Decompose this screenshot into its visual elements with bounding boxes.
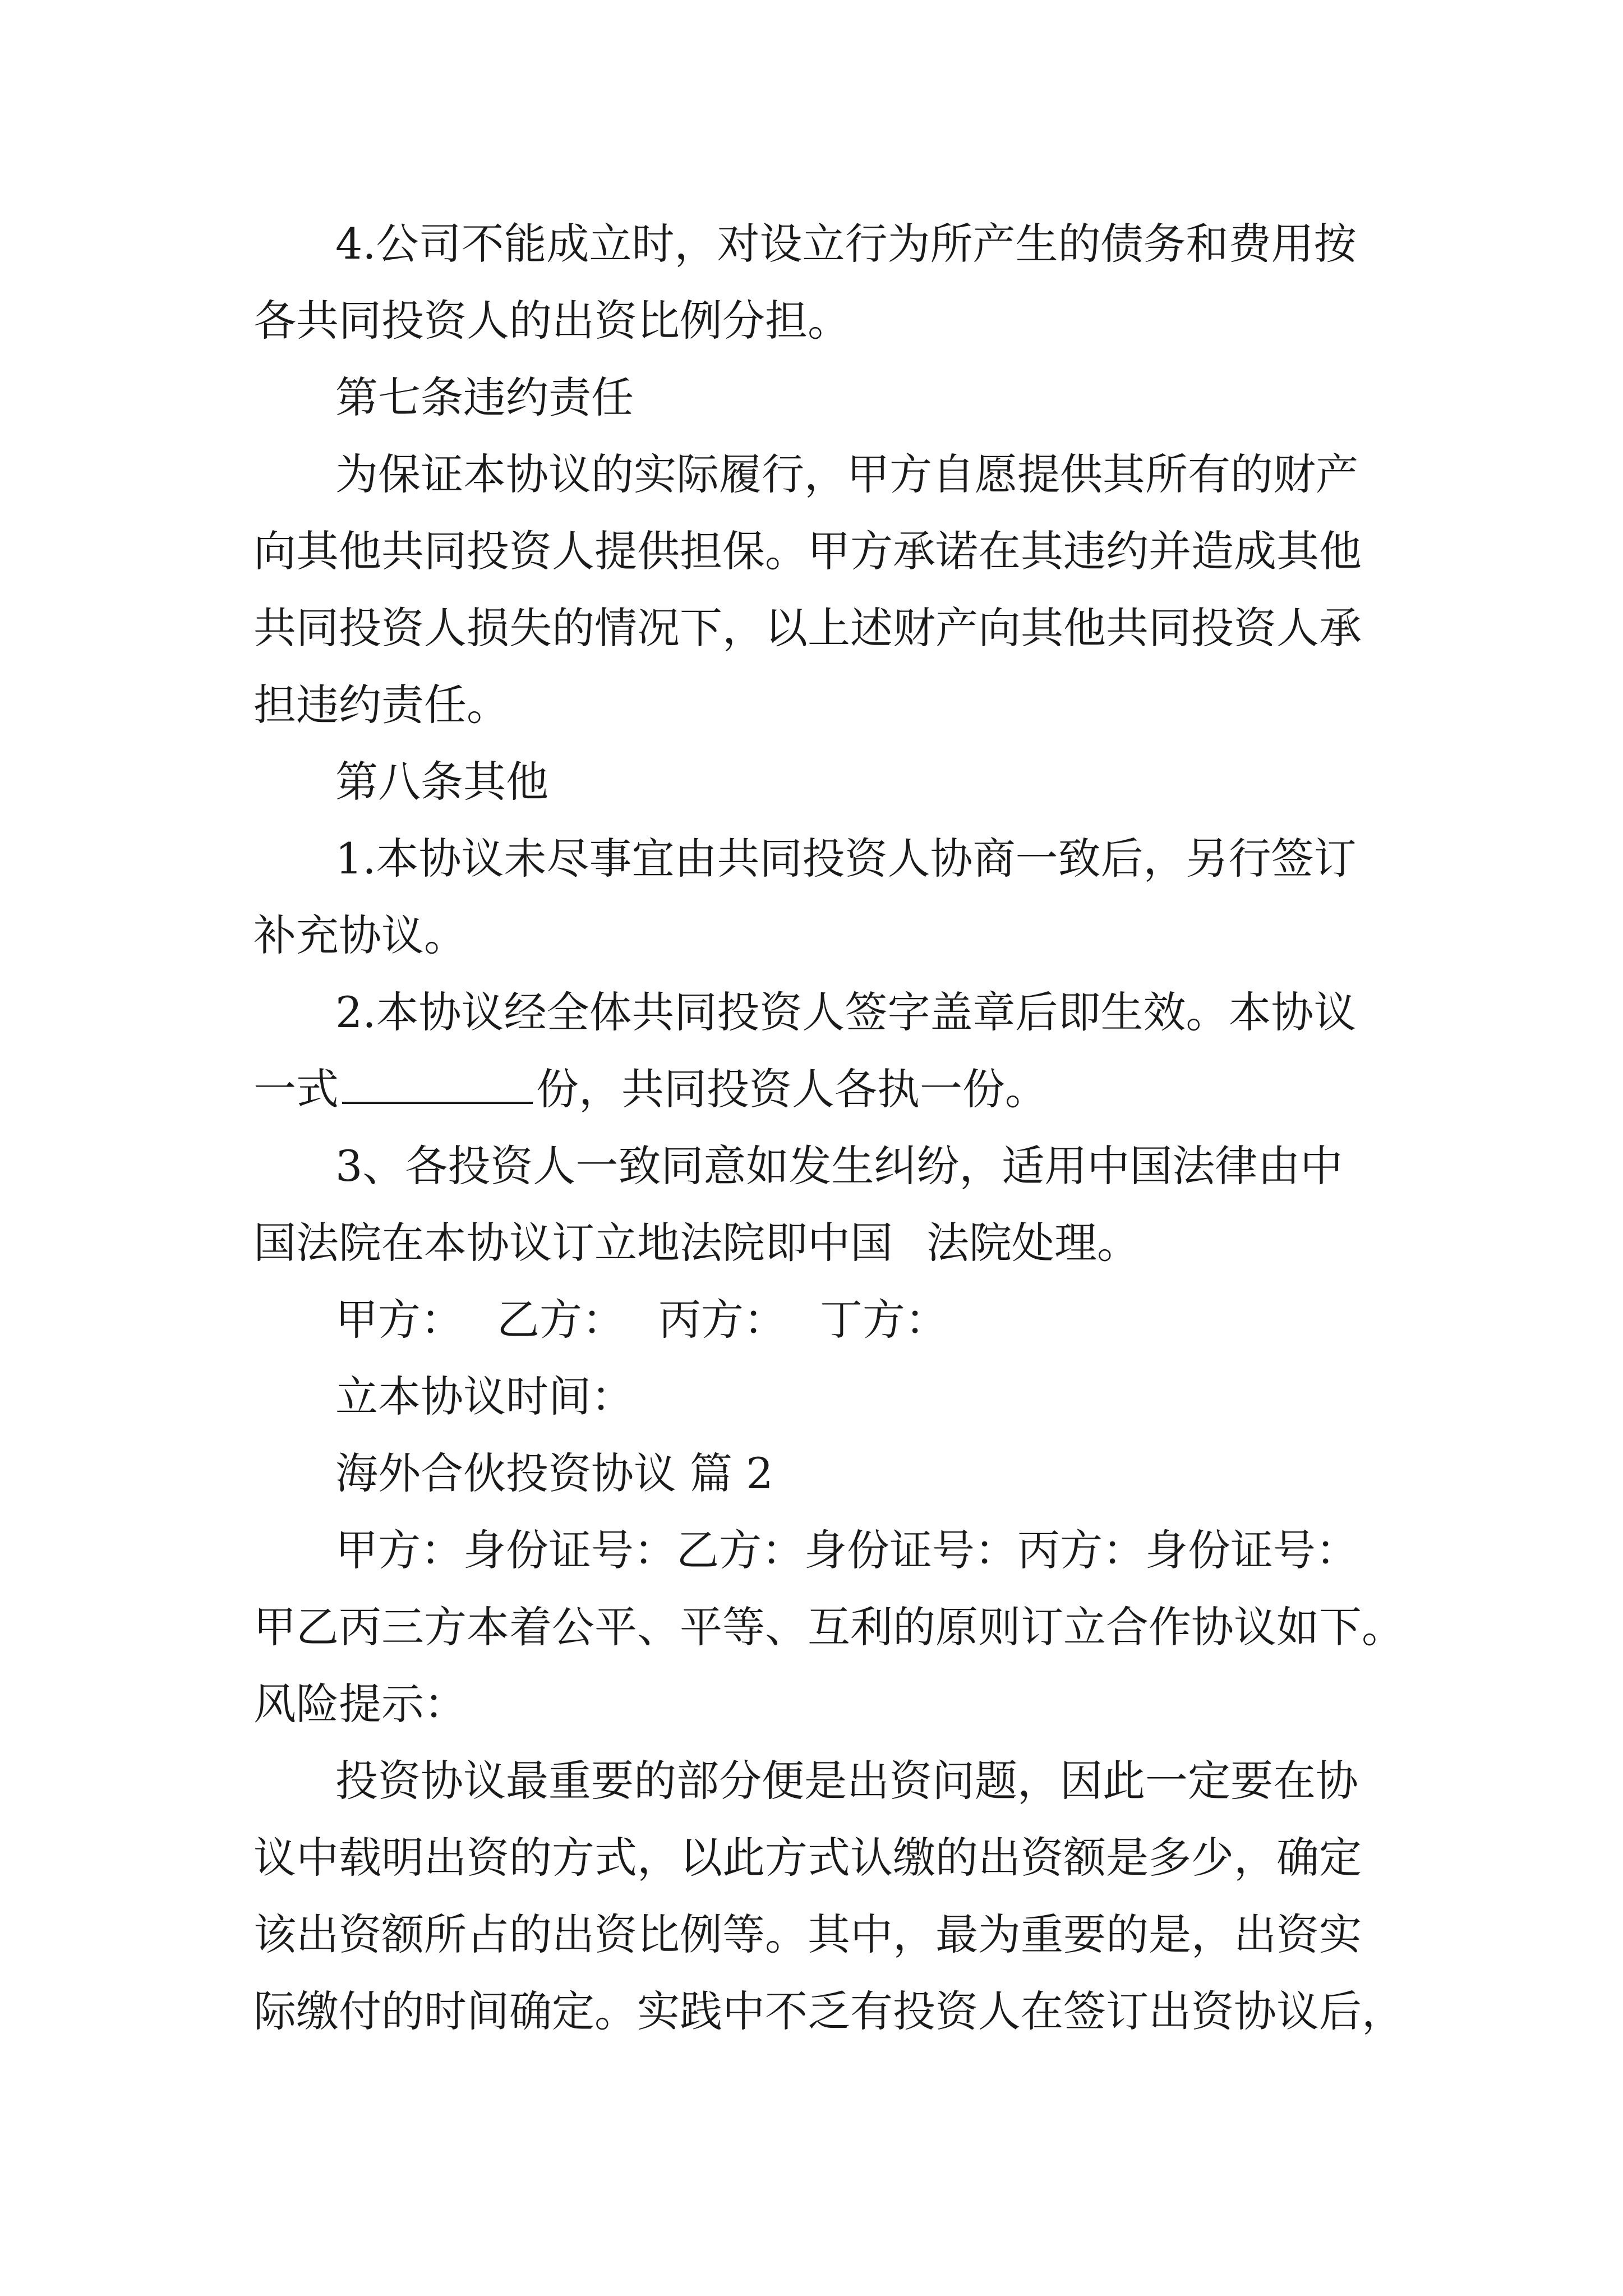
article-eight-heading: 第八条其他 [335, 757, 548, 807]
article-eight-item2-line-2 [253, 1059, 1375, 1120]
article-eight-item2-line-1: 2.本协议经全体共同投资人签字盖章后即生效。本协议 [335, 987, 1357, 1037]
risk-line-2: 议中载明出资的方式，以此方式认缴的出资额是多少，确定 [253, 1833, 1362, 1883]
risk-line-3: 该出资额所占的出资比例等。其中，最为重要的是，出资实 [253, 1910, 1362, 1959]
party-c-label: 丙方： [658, 1295, 786, 1345]
agreement-date-label: 立本协议时间： [335, 1372, 634, 1421]
article-seven-heading: 第七条违约责任 [335, 372, 634, 422]
signature-parties-line [335, 1289, 1457, 1351]
second-agreement-preamble: 甲乙丙三方本着公平、平等、互利的原则订立合作协议如下。 [253, 1602, 1404, 1652]
party-b-label: 乙方： [497, 1295, 625, 1345]
article-eight-item1-line-1: 1.本协议未尽事宜由共同投资人协商一致后，另行签订 [335, 834, 1357, 884]
copies-prefix: 一式 [253, 1064, 339, 1114]
risk-label: 风险提示： [253, 1679, 467, 1729]
party-a-label: 甲方： [335, 1295, 463, 1345]
risk-line-1: 投资协议最重要的部分便是出资问题，因此一定要在协 [335, 1756, 1358, 1806]
article-seven-line-4: 担违约责任。 [253, 680, 509, 730]
article-seven-line-3: 共同投资人损失的情况下，以上述财产向其他共同投资人承 [253, 603, 1362, 653]
party-d-label: 丁方： [820, 1295, 948, 1345]
article-eight-item3-line-1: 3、各投资人一致同意如发生纠纷，适用中国法律由中 [335, 1141, 1343, 1191]
second-agreement-parties: 甲方：身份证号：乙方：身份证号：丙方：身份证号： [335, 1525, 1358, 1575]
court-text-a: 国法院在本协议订立地法院即中国 [253, 1218, 893, 1268]
article-eight-item1-line-2: 补充协议。 [253, 910, 467, 960]
copies-suffix: 份，共同投资人各执一份。 [536, 1064, 1048, 1114]
risk-line-4: 际缴付的时间确定。实践中不乏有投资人在签订出资协议后， [253, 1986, 1404, 2036]
section-four-line-2: 各共同投资人的出资比例分担。 [253, 296, 850, 346]
article-seven-line-1: 为保证本协议的实际履行，甲方自愿提供其所有的财产 [335, 449, 1358, 499]
article-eight-item3-line-2 [253, 1212, 1375, 1274]
article-seven-line-2: 向其他共同投资人提供担保。甲方承诺在其违约并造成其他 [253, 526, 1362, 576]
section-four-line-1: 4.公司不能成立时，对设立行为所产生的债务和费用按 [335, 219, 1357, 269]
second-agreement-title: 海外合伙投资协议 篇 2 [335, 1448, 773, 1498]
court-text-b: 法院处理。 [926, 1218, 1140, 1268]
copies-blank [342, 1062, 533, 1104]
